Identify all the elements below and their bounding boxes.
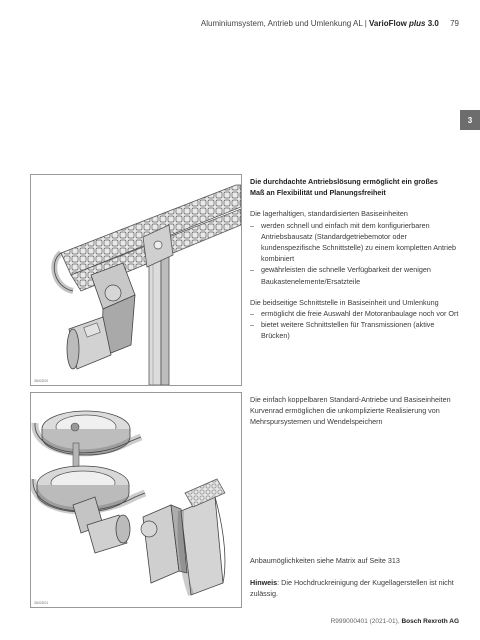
header-brand bbox=[369, 19, 439, 28]
paragraph-coupling: Die einfach koppelbaren Standard-Antriebe und Basiseinheiten Kurvenrad ermöglichen die unkomplizierte Realisierung von Mehrspursystemen und Wendelspeichern bbox=[250, 395, 451, 427]
hint-text: : Die Hochdruckreinigung der Kugellagerstellen ist nicht zulässig. bbox=[250, 578, 454, 599]
page-footer bbox=[331, 618, 459, 625]
figure-drive-unit bbox=[30, 174, 242, 386]
brand-name: VarioFlow bbox=[369, 19, 407, 28]
page-header bbox=[201, 19, 459, 28]
curve-wheel-illustration bbox=[31, 393, 241, 607]
brand-plus: plus bbox=[409, 19, 426, 28]
list-item: – gewährleisten die schnelle Verfügbarkeit der wenigen Baukastenelemente/Ersatzteile bbox=[250, 264, 460, 286]
figure-code: 3842D01 bbox=[34, 601, 49, 605]
paragraph-base-units: Die lagerhaltigen, standardisierten Basiseinheiten bbox=[250, 209, 408, 219]
section-drive-solution bbox=[250, 176, 460, 342]
header-section-title: Aluminiumsystem, Antrieb und Umlenkung AL | bbox=[200, 19, 367, 28]
figure-code: 3842D00 bbox=[34, 379, 49, 383]
section-coupling bbox=[250, 394, 460, 428]
company-name: Bosch Rexroth AG bbox=[401, 618, 459, 625]
list-item: – ermöglicht die freie Auswahl der Motoranbaulage noch vor Ort bbox=[250, 308, 460, 319]
list-interface bbox=[250, 308, 460, 342]
hint-paragraph bbox=[250, 577, 460, 599]
hint-label: Hinweis bbox=[250, 578, 278, 588]
drive-unit-illustration bbox=[31, 175, 241, 385]
list-base-units bbox=[250, 220, 460, 287]
list-item: – bietet weitere Schnittstellen für Transmissionen (aktive Brücken) bbox=[250, 319, 460, 341]
section-heading bbox=[250, 176, 460, 198]
brand-version: 3.0 bbox=[427, 19, 439, 28]
doc-reference: R999000401 (2021-01), bbox=[330, 618, 400, 625]
page-number: 79 bbox=[450, 19, 459, 28]
paragraph-interface: Die beidseitige Schnittstelle in Basiseinheit und Umlenkung bbox=[250, 297, 439, 307]
list-item: – werden schnell und einfach mit dem konfigurierbaren Antriebsbausatz (Standardgetriebemotor oder kundenspezifische Schnittstelle) zu einem kompletten Antrieb kombiniert bbox=[250, 220, 460, 265]
section-notes bbox=[250, 555, 460, 600]
heading-line-1: Die durchdachte Antriebslösung ermöglicht ein großes bbox=[250, 177, 438, 186]
chapter-tab: 3 bbox=[460, 110, 480, 130]
matrix-reference: Anbaumöglichkeiten siehe Matrix auf Seite 313 bbox=[250, 556, 400, 565]
heading-line-2: Maß an Flexibilität und Planungsfreiheit bbox=[250, 188, 386, 198]
figure-curve-wheels bbox=[30, 392, 242, 608]
